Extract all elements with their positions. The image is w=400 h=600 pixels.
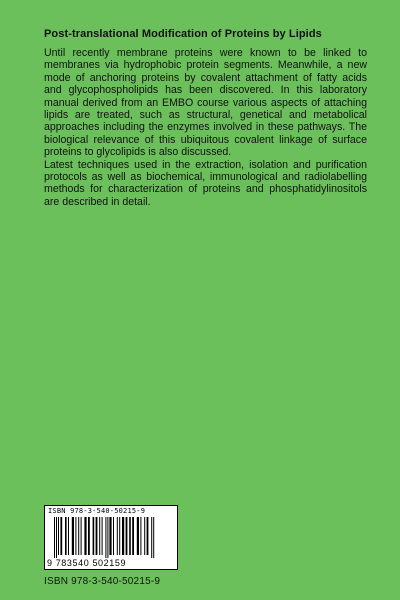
book-title: Post-translational Modification of Proteins by Lipids [44, 28, 322, 40]
barcode-digits: 9 783540 502159 [47, 558, 175, 568]
isbn-label: ISBN 978-3-540-50215-9 [44, 576, 161, 587]
barcode-isbn-text: ISBN 978-3-540-50215-9 [48, 507, 146, 515]
description-paragraph-2: Latest techniques used in the extraction, isolation and purification protocols as well as biochemical, immunological and radiolabelling methods for characterization of proteins and phosphatidylinositols are described in detail. [44, 158, 367, 208]
description-paragraph-1: Until recently membrane proteins were known to be linked to membranes via hydrophobic protein segments. Meanwhile, a new mode of anchoring proteins by covalent attachment of fatty acids and glycophospholipids has been discovered. In this laboratory manual derived from an EMBO course various aspects of attaching lipids are treated, such as structural, genetical and metabolical approaches including the enzymes involved in these pathways. The biological relevance of this ubiquitous covalent linkage of surface proteins to glycolipids is also discussed. [44, 47, 367, 159]
barcode-bars [54, 517, 174, 561]
description [44, 47, 367, 208]
barcode [44, 505, 178, 570]
